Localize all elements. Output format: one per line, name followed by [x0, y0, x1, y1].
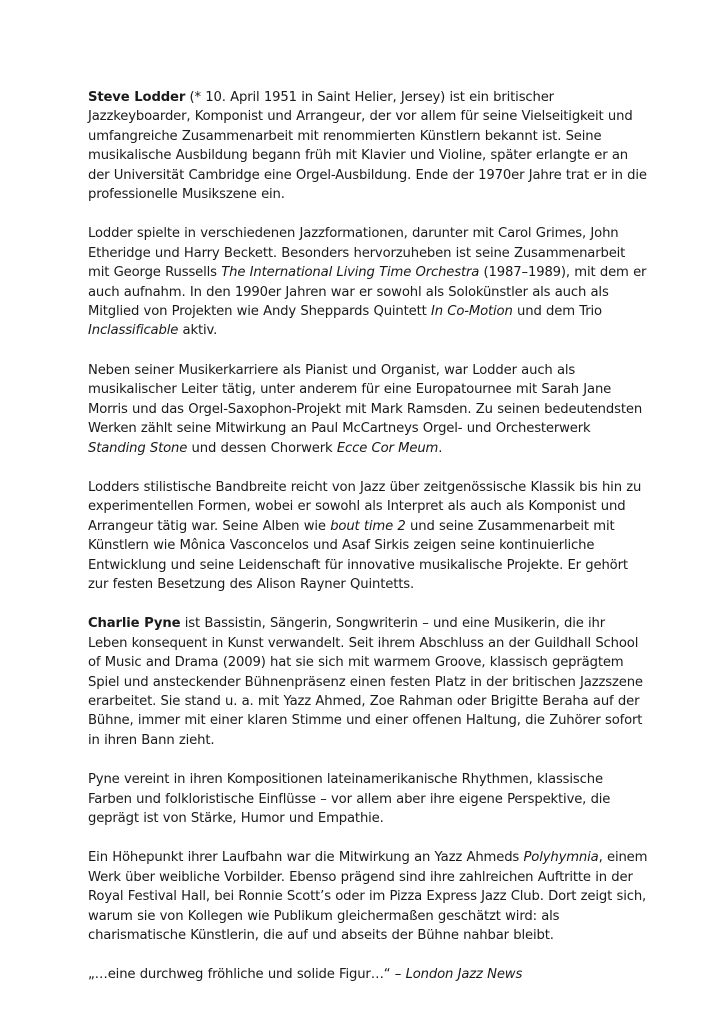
paragraph-text: und seine Zusammenarbeit mit Künstlern wie Mônica Vasconcelos und Asaf Sirkis zeigen seine kontinuierliche Entwicklung und seine Leidenschaft für innovative musikalische Projekte. Er gehört zur festen Besetzung des Alison Rayner Quintetts.: [88, 518, 628, 592]
paragraph-lodder-career: [88, 361, 648, 458]
artist-name-steve-lodder: Steve Lodder: [88, 90, 186, 105]
work-title: Ecce Cor Meum: [336, 440, 439, 456]
work-title: In Co-Motion: [431, 304, 513, 320]
artist-name-charlie-pyne: Charlie Pyne: [88, 616, 181, 632]
paragraph-text: (* 10. April 1951 in Saint Helier, Jersey) ist ein britischer Jazzkeyboarder, Komponist und Arrangeur, der vor allem für seine Vielseitigkeit und umfangreiche Zusammenarbeit mit renommierten Künstlern bekannt ist. Seine musikalische Ausbildung begann früh mit Klavier und Violine, später erlangte er an der Universität Cambridge eine Orgel-Ausbildung. Ende der 1970er Jahre trat er in die professionelle Musikszene ein.: [88, 90, 647, 203]
paragraph-text: Lodders stilistische Bandbreite reicht von Jazz über zeitgenössische Klassik bis hin zu experimentellen Formen, wobei er sowohl als Interpret als auch als Komponist und Arrangeur tätig war. Seine Alben wie: [88, 479, 642, 534]
document-page: [88, 88, 648, 1005]
paragraph-pyne-compositions: [88, 770, 648, 828]
paragraph-lodder-style: [88, 478, 648, 594]
work-title: Inclassificable: [88, 323, 179, 339]
quote-dash: –: [390, 967, 406, 983]
paragraph-charlie-pyne-intro: [88, 614, 648, 750]
paragraph-pyne-highlights: [88, 848, 648, 945]
quote-text: „…eine durchweg fröhliche und solide Figur…“: [88, 967, 391, 983]
paragraph-text: und dessen Chorwerk: [187, 440, 337, 456]
paragraph-text: ist Bassistin, Sängerin, Songwriterin – und eine Musikerin, die ihr Leben konsequent in Kunst verwandelt. Seit ihrem Abschluss an der Guildhall School of Music and Drama (2009) hat sie sich mit warmem Groove, klassisch geprägtem Spiel und ansteckender Bühnenpräsenz einen festen Platz in der britischen Jazzszene erarbeitet. Sie stand u. a. mit Yazz Ahmed, Zoe Rahman oder Brigitte Beraha auf der Bühne, immer mit einer klaren Stimme und einer offenen Haltung, die Zuhörer sofort in ihren Bann zieht.: [88, 616, 643, 748]
work-title: bout time 2: [330, 518, 406, 534]
paragraph-text: .: [438, 440, 443, 456]
paragraph-lodder-formations: [88, 224, 648, 340]
work-title: Polyhymnia: [523, 850, 599, 866]
paragraph-text: Lodder spielte in verschiedenen Jazzformationen, darunter mit Carol Grimes, John Etheridge und Harry Beckett. Besonders hervorzuheben ist seine Zusammenarbeit mit George Russells: [88, 226, 626, 281]
work-title: Standing Stone: [88, 440, 188, 456]
paragraph-text: Neben seiner Musikerkarriere als Pianist und Organist, war Lodder auch als musikalischer Leiter tätig, unter anderem für eine Europatournee mit Sarah Jane Morris und das Orgel-Saxophon-Projekt mit Mark Ramsden. Zu seinen bedeutendsten Werken zählt seine Mitwirkung an Paul McCartneys Orgel- und Orchesterwerk: [88, 362, 643, 437]
paragraph-text: Pyne vereint in ihren Kompositionen lateinamerikanische Rhythmen, klassische Farben und folkloristische Einflüsse – vor allem aber ihre eigene Perspektive, die geprägt ist von Stärke, Humor und Empathie.: [88, 772, 611, 826]
work-title: The International Living Time Orchestra: [221, 265, 480, 281]
paragraph-text: Ein Höhepunkt ihrer Laufbahn war die Mitwirkung an Yazz Ahmeds: [88, 850, 524, 866]
paragraph-text: , einem Werk über weibliche Vorbilder. Ebenso prägend sind ihre zahlreichen Auftritte in der Royal Festival Hall, bei Ronnie Scott’s oder im Pizza Express Jazz Club. Dort zeigt sich, warum sie von Kollegen wie Publikum gleichermaßen geschätzt wird: als charismatische Künstlerin, die auf und abseits der Bühne nahbar bleibt.: [88, 850, 648, 944]
paragraph-text: und dem Trio: [512, 304, 602, 320]
press-quote: [88, 965, 648, 984]
paragraph-text: (1987–1989), mit dem er auch aufnahm. In den 1990er Jahren war er sowohl als Solokünstler als auch als Mitglied von Projekten wie Andy Sheppards Quintett: [88, 265, 647, 320]
paragraph-text: aktiv.: [178, 323, 218, 339]
quote-source: London Jazz News: [405, 967, 523, 983]
paragraph-steve-lodder-intro: [88, 88, 648, 204]
